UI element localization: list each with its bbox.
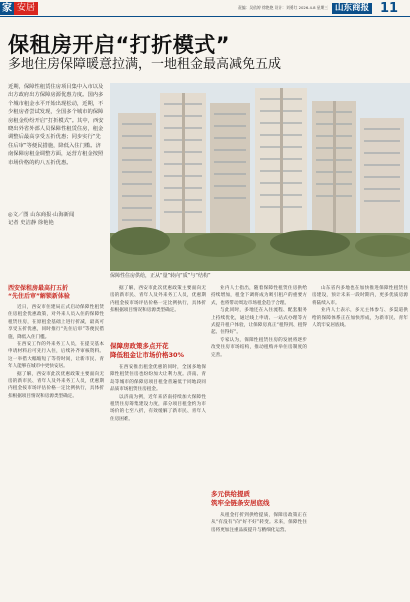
- paragraph: 山东省内多地也在加快推进保障性租赁住房建设，预计未来一段时期内，更多优质房源将陆续入市。: [312, 286, 408, 306]
- column-1: [8, 304, 104, 400]
- paragraph: 在西安推出租金优惠的同时，全国多地保障性租赁住房也纷纷加大让利力度。济南、青岛等城市的保障房项目租金普遍低于同地段同品质市场租赁住房租金。: [110, 365, 206, 393]
- paragraph: 业内人士指出，随着保障性租赁住房供给持续增加，租金下调将成为吸引租户的重要方式，也将带动周边市场租金趋于合理。: [211, 286, 307, 306]
- section1-title: [8, 285, 104, 301]
- column-4: [312, 285, 408, 329]
- newspaper-name: 山东商报: [332, 3, 372, 14]
- section-mark: 家: [2, 3, 12, 14]
- section1-title-line1: 西安保租房最高打五折: [8, 285, 69, 292]
- apartment-buildings-photo: [110, 83, 410, 271]
- column-2-body: [110, 364, 206, 423]
- paragraph: 近日，西安市住建局正式启动保障性租赁住房租金优惠政策，对外来人员入住的保障性租赁住房，在原租金基础上进行折减，最高可享受五折优惠，同时推行“先住后审”等便民措施，降低入住门槛。: [8, 305, 104, 340]
- paragraph: 以济南为例，近年来济南持续加大保障性租赁住房筹集建设力度，部分项目租金约为市场价的七至八折，有效缓解了新市民、青年人住房困难。: [110, 394, 206, 422]
- byline: ◎文／图 山东商报·山海新闻 记者 史洁静 徐艳艳: [8, 212, 75, 226]
- column-3: [211, 285, 307, 359]
- column-2: [110, 285, 206, 315]
- section2-head: 保障房政策多点开花 降低租金让市场价格30%: [110, 342, 185, 359]
- page-header: [0, 0, 410, 17]
- paragraph: 从租金打折到供给提质，保障房政策正在从“有没有”向“好不好”转变。未来，保障性住房将更加注重品质提升与精细化运营。: [211, 513, 307, 533]
- paragraph: 据了解，西安市此次优惠政策主要面向无房的新市民、青年人及外来务工人员，优惠期内租金按市场评估价格一定比例执行，具体折扣根据项目情况和房源类型确定。: [110, 286, 206, 314]
- paragraph: 在西安工作的外来务工人员，在提交基本申请材料后可先行入住，后续补齐审核资料。这一举措大幅缩短了等待时间，让新市民、青年人能够在城市中更快安居。: [8, 342, 104, 370]
- section-name: 安居: [14, 2, 38, 15]
- lead-paragraph: 近期，保障性租赁住房项目集中入市以及出方政府出方保障房源优惠力度。国内多个城市租金水平开始出现松动，近期，不少租房者尝试发现，全国多个城市的保障房租金纷纷开启“打折模式”。其中，西安晓出外省外部人员保障性租赁住房，租金调整后最高享受五折优惠；同步实行“先住后审”等便民措施，降低入住门槛。济南保障房租金调整方面，运营方租金按照市场价格的约八五折优惠。: [8, 84, 104, 166]
- photo-caption: 保障性住房供给，正从“量”转向“质”与“结构”: [110, 273, 211, 279]
- header-rule: [0, 16, 410, 17]
- subheadline: 多地住房保障暖意拉满，一地租金最高减免五成: [8, 57, 282, 72]
- section-tag: [0, 2, 38, 15]
- headline: 保租房开启“打折模式”: [8, 33, 231, 57]
- section4-head: 多元供给提质 筑牢全链条安居底线: [211, 490, 270, 507]
- editor-credits: 责编：吴依婷 徐艳艳 设计：刘勇红 2026.4.8 星期三: [238, 5, 329, 10]
- column-3-body: [211, 512, 307, 534]
- paragraph: 业内人士表示，多元主体参与、多渠道供给的保障体系正在加快形成，为新市民、青年人筑牢安居底线。: [312, 308, 408, 329]
- section1-title-line2: “先住后审”解锁新体验: [8, 293, 70, 300]
- paragraph: 与此同时，多地还在入住流程、配套服务上持续优化，通过线上申请、一站式办理等方式提升租户体验，让保障房真正“租得到、租得起、住得好”。: [211, 308, 307, 336]
- page-number: 11: [380, 1, 399, 16]
- paragraph: 专家认为，保障性租赁住房的发展将逐步改变住房市场结构，推动租购并举住房制度的完善。: [211, 337, 307, 358]
- paragraph: 据了解，西安市此次优惠政策主要面向无房的新市民、青年人及外来务工人员，优惠期内租金按市场评估价格一定比例执行，具体折扣根据项目情况和房源类型确定。: [8, 371, 104, 399]
